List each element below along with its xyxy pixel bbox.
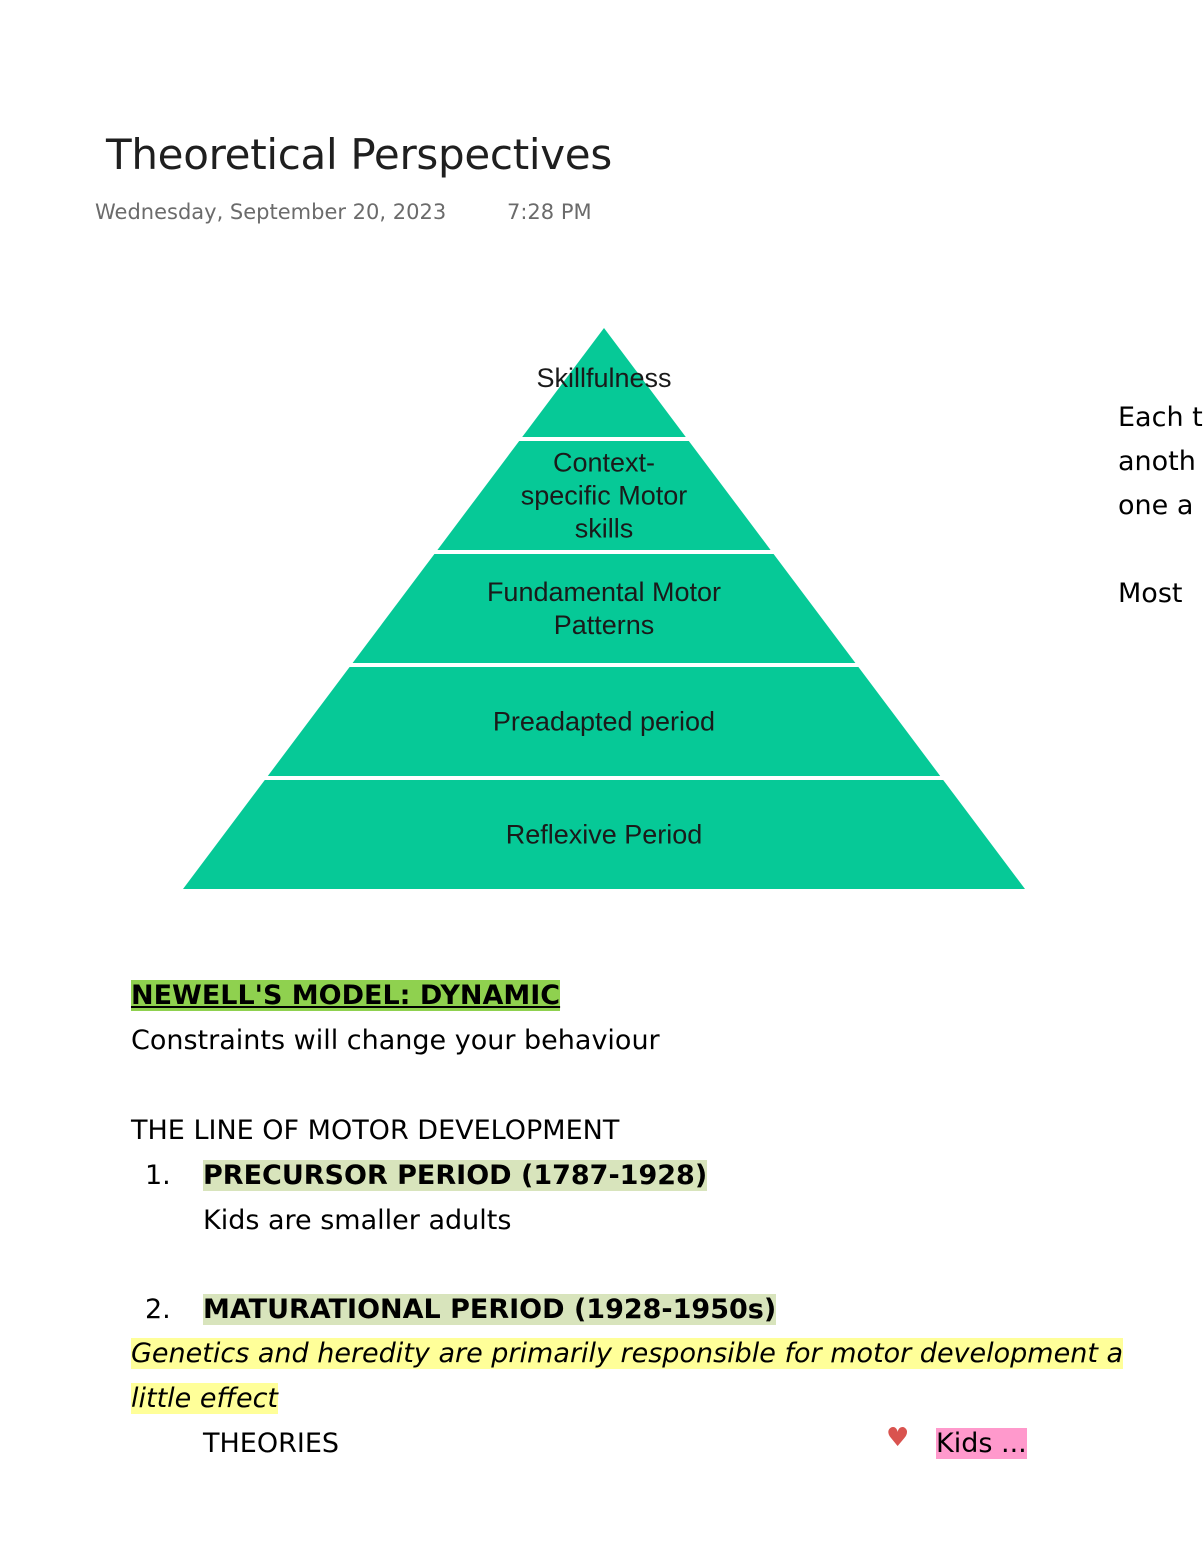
pyramid-label-5-1: Reflexive Period xyxy=(505,819,703,850)
side-note-line-1: Each t xyxy=(1118,402,1203,433)
newell-heading: NEWELL'S MODEL: DYNAMIC xyxy=(131,980,561,1011)
period-1-heading: PRECURSOR PERIOD (1787-1928) xyxy=(203,1160,708,1191)
newell-heading-line xyxy=(131,976,560,1016)
period-2-text-line-1: Genetics and heredity are primarily responsible for motor development a xyxy=(131,1338,1124,1369)
period-1-text: Kids are smaller adults xyxy=(203,1205,512,1236)
period-1-item xyxy=(145,1156,707,1196)
page-title: Theoretical Perspectives xyxy=(106,130,612,179)
side-note-line-5: Most xyxy=(1118,578,1183,609)
period-2-text-line-2: little effect xyxy=(131,1383,279,1414)
pyramid-label-2-1: Context- xyxy=(552,447,656,478)
period-1-number: 1. xyxy=(145,1160,171,1191)
motor-line-heading: THE LINE OF MOTOR DEVELOPMENT xyxy=(131,1115,620,1146)
period-2-heading: MATURATIONAL PERIOD (1928-1950s) xyxy=(203,1294,777,1325)
pyramid-label-2-3: skills xyxy=(574,513,634,544)
note-time: 7:28 PM xyxy=(507,200,592,224)
pyramid-label-3-1: Fundamental Motor xyxy=(486,577,722,608)
theories-heading-cropped: THEORIES xyxy=(203,1428,340,1459)
note-date: Wednesday, September 20, 2023 xyxy=(95,200,447,224)
newell-text: Constraints will change your behaviour xyxy=(131,1025,660,1056)
pink-note-cropped: Kids ... xyxy=(936,1428,1027,1459)
period-2-number: 2. xyxy=(145,1294,171,1325)
pyramid-label-1-1: Skillfulness xyxy=(536,363,672,394)
pyramid-label-2-2: specific Motor xyxy=(520,480,688,511)
pyramid-label-3-2: Patterns xyxy=(553,610,655,641)
side-note-line-2: anoth xyxy=(1118,446,1196,477)
pyramid-label-4-1: Preadapted period xyxy=(492,706,716,737)
period-2-item xyxy=(145,1290,776,1330)
side-note-line-3: one a xyxy=(1118,490,1194,521)
heart-icon: ♥ xyxy=(886,1423,910,1453)
